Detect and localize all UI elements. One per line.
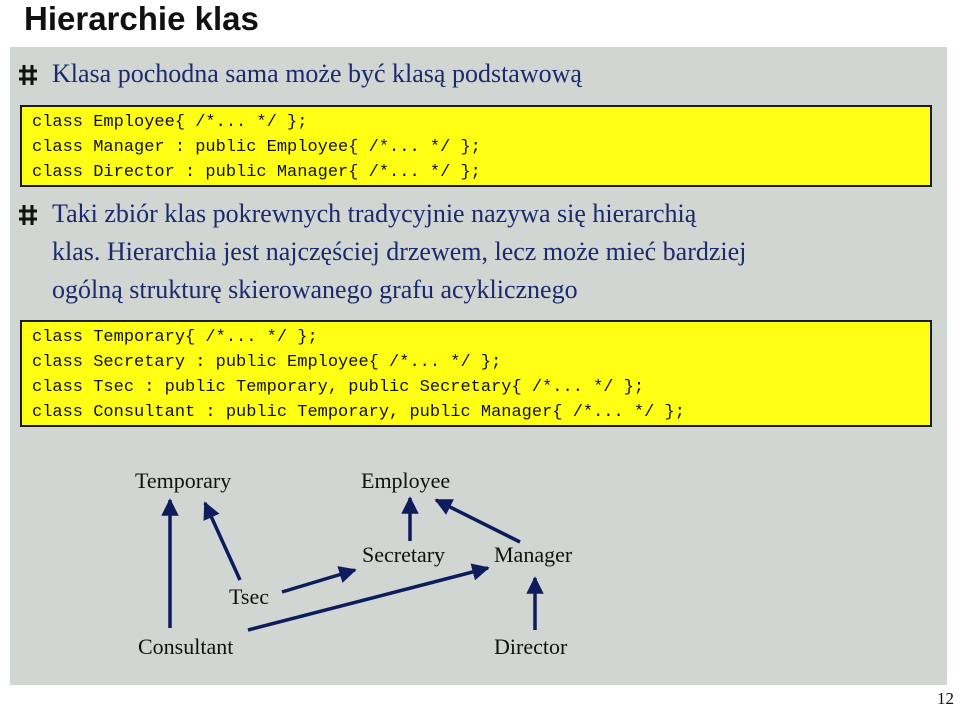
arrow-tsec-to-secretary — [282, 570, 355, 592]
code-line: class Temporary{ /*... */ }; — [32, 328, 318, 347]
arrow-manager-to-employee — [436, 500, 520, 542]
code-line: class Employee{ /*... */ }; — [32, 113, 308, 132]
node-secretary: Secretary — [362, 542, 446, 567]
bullet-line: Taki zbiór klas pokrewnych tradycyjnie nazywa się hierarchią — [52, 199, 697, 228]
arrow-consultant-to-manager — [248, 568, 488, 630]
code-line: class Consultant : public Temporary, public Manager{ /*... */ }; — [32, 403, 685, 422]
arrow-tsec-to-temporary — [205, 503, 240, 580]
node-consultant: Consultant — [138, 634, 234, 659]
bullet-line: Klasa pochodna sama może być klasą podstawową — [52, 59, 582, 88]
node-employee: Employee — [361, 468, 451, 493]
node-manager: Manager — [494, 542, 573, 567]
node-temporary: Temporary — [135, 468, 232, 493]
code-line: class Tsec : public Temporary, public Secretary{ /*... */ }; — [32, 378, 645, 397]
slide-title: Hierarchie klas — [24, 0, 259, 37]
bullet-line: klas. Hierarchia jest najczęściej drzewem, lecz może mieć bardziej — [52, 237, 747, 266]
code-line: class Secretary : public Employee{ /*... */ }; — [32, 353, 502, 372]
bullet-line: ogólną strukturę skierowanego grafu acyklicznego — [52, 275, 578, 304]
code-line: class Director : public Manager{ /*... */ }; — [32, 163, 481, 182]
node-director: Director — [494, 634, 568, 659]
node-tsec: Tsec — [229, 584, 269, 609]
page-number: 12 — [937, 689, 954, 708]
code-line: class Manager : public Employee{ /*... */ }; — [32, 138, 481, 157]
